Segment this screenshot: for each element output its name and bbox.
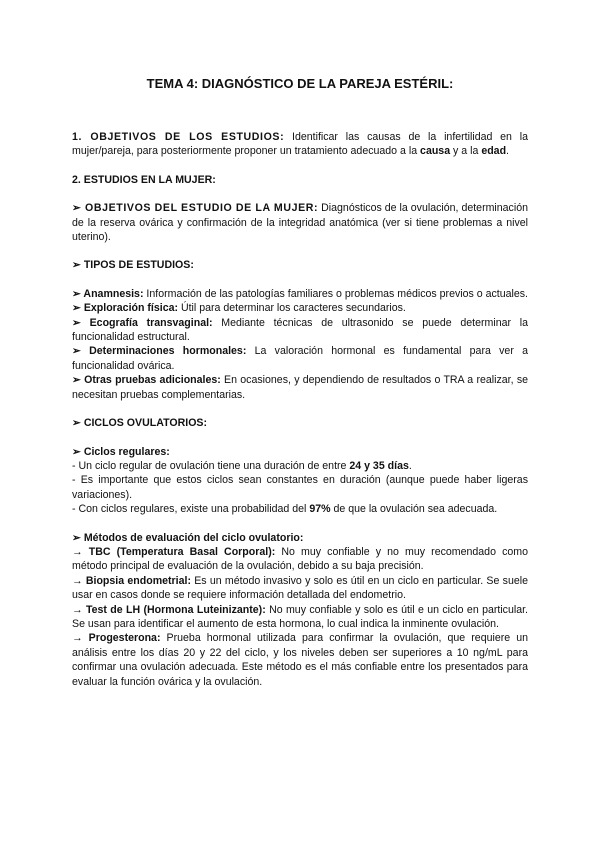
section-1-paragraph	[72, 130, 528, 159]
metodo-text: Es un método invasivo y solo es útil en un ciclo en particular. Se suele usar en casos donde se requiere información detallada del endometrio.	[72, 574, 528, 602]
tipos-list	[72, 287, 528, 402]
tipo-text: Mediante técnicas de ultrasonido se puede determinar la funcionalidad estructural.	[72, 316, 528, 344]
section-2-heading: 2. ESTUDIOS EN LA MUJER:	[72, 173, 216, 186]
regulares-line-2: - Es importante que estos ciclos sean constantes en duración (aunque puede haber ligeras variaciones).	[72, 474, 528, 501]
section-1-text-a: Identificar las causas de la infertilidad en la mujer/pareja, para posteriormente proponer un tratamiento adecuado a la	[72, 131, 528, 158]
list-item	[72, 631, 528, 689]
metodo-label: → Progesterona:	[72, 632, 161, 645]
metodo-label: → Biopsia endometrial:	[72, 574, 191, 587]
regulares-line-3	[72, 502, 528, 516]
section-1-text-c: .	[506, 145, 509, 158]
tipo-text: Útil para determinar los caracteres secundarios.	[178, 302, 406, 315]
bold-percent: 97%	[309, 503, 331, 516]
regulares-line-3-end: de que la ovulación sea adecuada.	[330, 503, 498, 516]
metodo-text: No muy confiable y solo es útil e un ciclo en particular. Se usan para identificar el aumento de esta hormona, lo cual indica la inminente ovulación.	[72, 603, 528, 630]
list-item	[72, 603, 528, 632]
regulares-line-1	[72, 459, 528, 473]
tipo-label: ➢ Anamnesis:	[72, 287, 144, 300]
section-1-text-b: y a la	[450, 145, 482, 158]
page-title: TEMA 4: DIAGNÓSTICO DE LA PAREJA ESTÉRIL:	[146, 76, 454, 91]
list-item	[72, 574, 528, 603]
metodo-text: No muy confiable y no muy recomendado como método principal de evaluación de la ovulación, debido a su baja precisión.	[72, 545, 528, 573]
list-item	[72, 373, 528, 402]
regulares-line-1-end: .	[408, 459, 412, 472]
metodo-text: Prueba hormonal utilizada para confirmar la ovulación, que requiere un análisis entre los días 20 y 22 del ciclo, y los niveles deben ser superiores a 10 ng/mL para confirmar una ovulación adecuada. Este método es el más confiable entre los presentados para evaluar la función ovárica y la ovulación.	[72, 632, 528, 688]
list-item	[72, 316, 528, 345]
tipo-text: En ocasiones, y dependiendo de resultados o TRA a realizar, se necesitan pruebas complementarias.	[72, 374, 529, 401]
metodos-heading: ➢ Métodos de evaluación del ciclo ovulatorio:	[72, 531, 304, 544]
objetivos-heading: ➢ OBJETIVOS DEL ESTUDIO DE LA MUJER:	[72, 202, 319, 215]
tipo-text: La valoración hormonal es fundamental para ver a funcionalidad ovárica.	[72, 345, 528, 372]
metodo-label: → Test de LH (Hormona Luteinizante):	[72, 603, 266, 616]
tipos-heading: ➢ TIPOS DE ESTUDIOS:	[72, 259, 194, 272]
tipo-label: ➢ Ecografía transvaginal:	[72, 316, 213, 329]
tipo-label: ➢ Otras pruebas adicionales:	[72, 374, 221, 387]
regulares-line-3-text: - Con ciclos regulares, existe una probabilidad del	[72, 503, 310, 516]
list-item	[72, 287, 528, 301]
bold-causa: causa	[420, 145, 451, 158]
section-1-heading: 1. OBJETIVOS DE LOS ESTUDIOS:	[72, 131, 285, 143]
list-item	[72, 301, 528, 315]
regulares-line-1-text: - Un ciclo regular de ovulación tiene una duración de entre	[72, 459, 350, 472]
tipo-label: ➢ Determinaciones hormonales:	[72, 345, 247, 358]
bold-dias: 24 y 35 días	[349, 459, 409, 472]
objetivos-paragraph	[72, 201, 528, 244]
tipo-label: ➢ Exploración física:	[72, 302, 179, 315]
metodo-label: → TBC (Temperatura Basal Corporal):	[72, 545, 276, 558]
ciclos-heading: ➢ CICLOS OVULATORIOS:	[72, 417, 208, 430]
list-item	[72, 545, 528, 574]
objetivos-text: Diagnósticos de la ovulación, determinación de la reserva ovárica y confirmación de la integridad anatómica (ver si tiene problemas a nivel uterino).	[72, 202, 528, 244]
regulares-heading: ➢ Ciclos regulares:	[72, 445, 170, 458]
metodos-list	[72, 545, 528, 689]
list-item	[72, 344, 528, 373]
tipo-text: Información de las patologías familiares o problemas médicos previos o actuales.	[143, 287, 528, 300]
bold-edad: edad	[481, 145, 507, 158]
